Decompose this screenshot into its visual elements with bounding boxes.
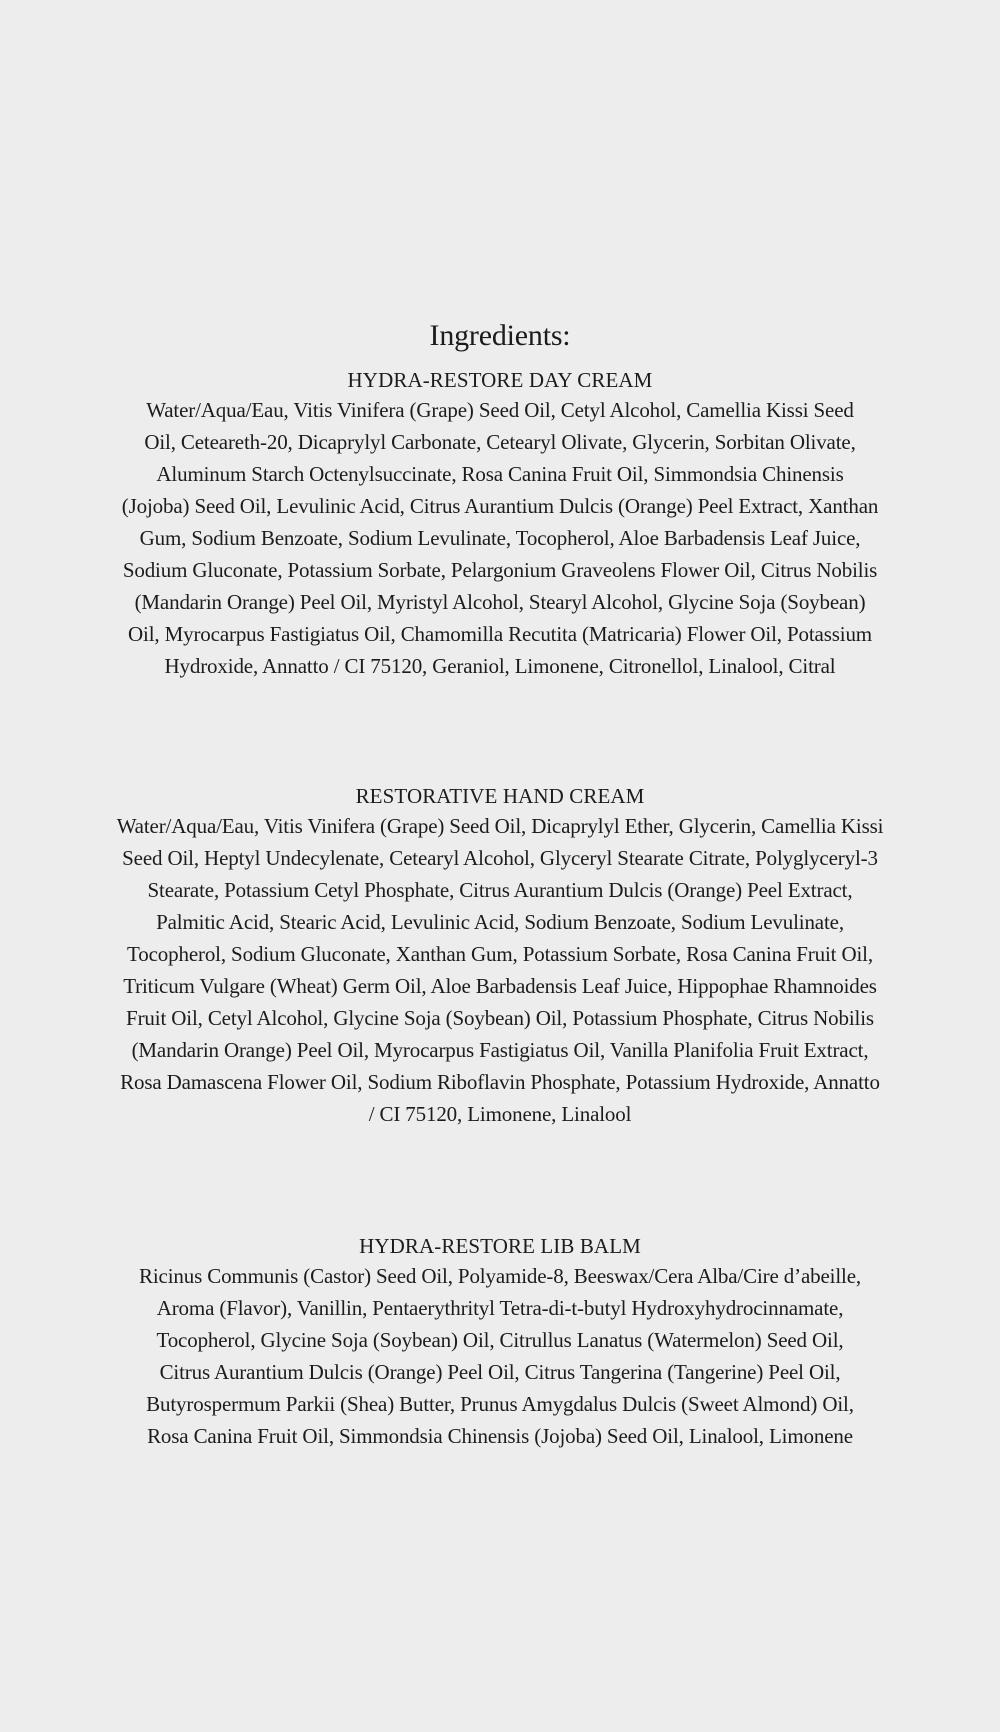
- ingredient-line: Butyrospermum Parkii (Shea) Butter, Prunus Amygdalus Dulcis (Sweet Almond) Oil,: [146, 1392, 854, 1416]
- ingredient-line: / CI 75120, Limonene, Linalool: [368, 1102, 632, 1126]
- ingredient-line: Aroma (Flavor), Vanillin, Pentaerythrityl Tetra-di-t-butyl Hydroxyhydrocinnamate,: [156, 1296, 844, 1320]
- section-hydra-restore-day-cream: [0, 366, 1000, 682]
- ingredient-line: (Jojoba) Seed Oil, Levulinic Acid, Citrus Aurantium Dulcis (Orange) Peel Extract, Xanthan: [121, 494, 879, 518]
- ingredient-line: Triticum Vulgare (Wheat) Germ Oil, Aloe Barbadensis Leaf Juice, Hippophae Rhamnoides: [123, 974, 877, 998]
- ingredient-line: Seed Oil, Heptyl Undecylenate, Cetearyl Alcohol, Glyceryl Stearate Citrate, Polyglyceryl-3: [122, 846, 878, 870]
- section-heading: HYDRA-RESTORE DAY CREAM: [347, 368, 653, 392]
- ingredient-line: Sodium Gluconate, Potassium Sorbate, Pelargonium Graveolens Flower Oil, Citrus Nobilis: [122, 558, 878, 582]
- ingredient-line: Gum, Sodium Benzoate, Sodium Levulinate, Tocopherol, Aloe Barbadensis Leaf Juice,: [139, 526, 861, 550]
- ingredient-line: Tocopherol, Sodium Gluconate, Xanthan Gum, Potassium Sorbate, Rosa Canina Fruit Oil,: [127, 942, 873, 966]
- ingredient-line: Water/Aqua/Eau, Vitis Vinifera (Grape) Seed Oil, Cetyl Alcohol, Camellia Kissi Seed: [146, 398, 854, 422]
- ingredient-line: Palmitic Acid, Stearic Acid, Levulinic Acid, Sodium Benzoate, Sodium Levulinate,: [156, 910, 844, 934]
- ingredient-line: Aluminum Starch Octenylsuccinate, Rosa Canina Fruit Oil, Simmondsia Chinensis: [156, 462, 844, 486]
- ingredient-line: Oil, Myrocarpus Fastigiatus Oil, Chamomilla Recutita (Matricaria) Flower Oil, Potassium: [128, 622, 872, 646]
- section-restorative-hand-cream: [0, 782, 1000, 1130]
- ingredient-line: Citrus Aurantium Dulcis (Orange) Peel Oil, Citrus Tangerina (Tangerine) Peel Oil,: [159, 1360, 841, 1384]
- ingredient-line: (Mandarin Orange) Peel Oil, Myristyl Alcohol, Stearyl Alcohol, Glycine Soja (Soybean): [134, 590, 866, 614]
- section-heading: HYDRA-RESTORE LIB BALM: [359, 1234, 641, 1258]
- ingredient-line: Water/Aqua/Eau, Vitis Vinifera (Grape) Seed Oil, Dicaprylyl Ether, Glycerin, Camellia Kissi: [116, 814, 884, 838]
- ingredient-line: Oil, Ceteareth-20, Dicaprylyl Carbonate, Cetearyl Olivate, Glycerin, Sorbitan Olivate,: [144, 430, 856, 454]
- ingredient-line: Stearate, Potassium Cetyl Phosphate, Citrus Aurantium Dulcis (Orange) Peel Extract,: [147, 878, 853, 902]
- ingredient-line: Ricinus Communis (Castor) Seed Oil, Polyamide-8, Beeswax/Cera Alba/Cire d’abeille,: [139, 1264, 861, 1288]
- ingredient-line: Rosa Canina Fruit Oil, Simmondsia Chinensis (Jojoba) Seed Oil, Linalool, Limonene: [147, 1424, 853, 1448]
- ingredient-line: Hydroxide, Annatto / CI 75120, Geraniol, Limonene, Citronellol, Linalool, Citral: [164, 654, 836, 678]
- ingredient-line: (Mandarin Orange) Peel Oil, Myrocarpus Fastigiatus Oil, Vanilla Planifolia Fruit Extract,: [131, 1038, 869, 1062]
- section-heading: RESTORATIVE HAND CREAM: [355, 784, 645, 808]
- ingredient-line: Tocopherol, Glycine Soja (Soybean) Oil, Citrullus Lanatus (Watermelon) Seed Oil,: [156, 1328, 844, 1352]
- ingredient-line: Rosa Damascena Flower Oil, Sodium Riboflavin Phosphate, Potassium Hydroxide, Annatto: [120, 1070, 880, 1094]
- page-title: Ingredients:: [429, 319, 571, 352]
- section-hydra-restore-lib-balm: [0, 1232, 1000, 1452]
- ingredient-line: Fruit Oil, Cetyl Alcohol, Glycine Soja (Soybean) Oil, Potassium Phosphate, Citrus Nobilis: [126, 1006, 874, 1030]
